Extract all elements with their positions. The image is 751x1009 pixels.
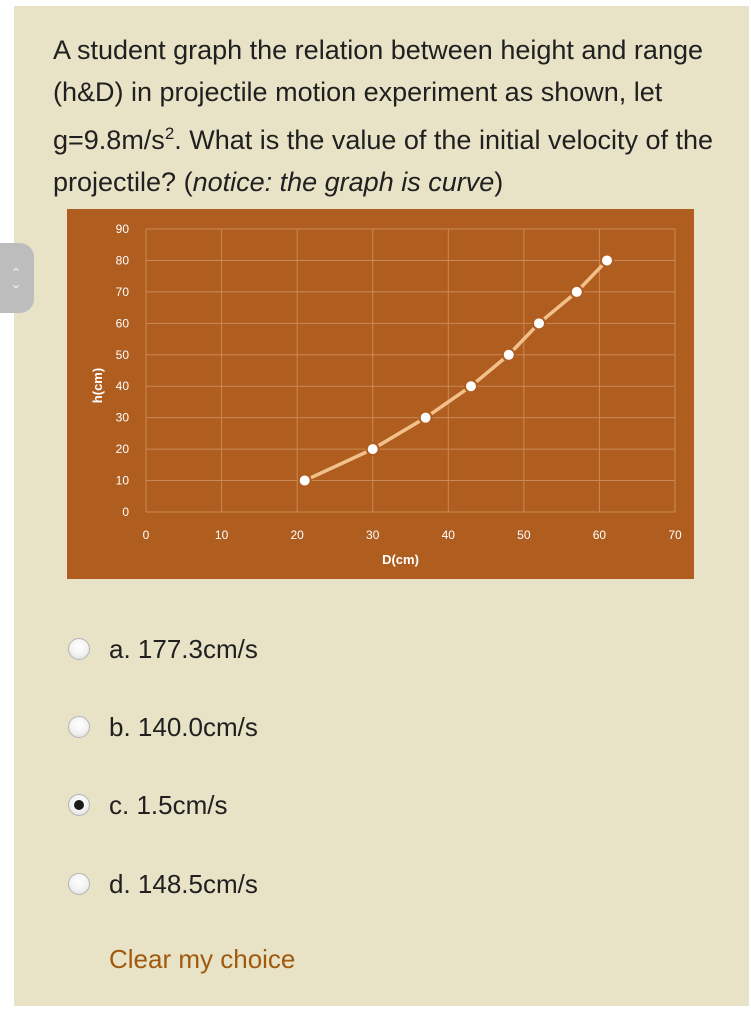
question-end: ) bbox=[494, 166, 504, 197]
x-axis-label: D(cm) bbox=[382, 552, 419, 567]
y-tick-label: 50 bbox=[115, 347, 129, 362]
question-superscript: 2 bbox=[164, 124, 175, 143]
y-tick-label: 40 bbox=[115, 379, 129, 394]
x-tick-label: 40 bbox=[441, 528, 455, 542]
radio-b[interactable] bbox=[68, 716, 90, 738]
side-scroll-tab[interactable] bbox=[0, 243, 34, 313]
option-a[interactable] bbox=[68, 632, 258, 666]
clear-choice-link[interactable]: Clear my choice bbox=[109, 944, 296, 974]
y-tick-label: 0 bbox=[122, 505, 129, 519]
radio-a[interactable] bbox=[68, 638, 90, 660]
option-b[interactable] bbox=[68, 710, 258, 744]
y-axis-label: h(cm) bbox=[90, 367, 105, 404]
y-tick-label: 30 bbox=[115, 410, 129, 425]
data-point bbox=[571, 286, 583, 298]
option-d-label[interactable]: d. 148.5cm/s bbox=[109, 868, 258, 899]
question-text bbox=[53, 30, 723, 203]
option-c[interactable] bbox=[68, 788, 227, 822]
question-after: . What is the value of the initial velocity of the projectile? ( bbox=[53, 125, 714, 197]
x-tick-label: 70 bbox=[668, 528, 682, 542]
chart-background bbox=[67, 209, 694, 579]
data-point bbox=[367, 443, 379, 455]
question-main: A student graph the relation between height and range (h&D) in projectile motion experiment as shown, let g=9.8m/s bbox=[53, 35, 703, 155]
chart-svg bbox=[67, 209, 694, 579]
chart-image bbox=[67, 209, 694, 579]
y-tick-label: 10 bbox=[115, 473, 129, 488]
x-tick-label: 10 bbox=[214, 528, 229, 542]
x-tick-label: 50 bbox=[517, 528, 531, 542]
radio-c[interactable] bbox=[68, 794, 90, 816]
data-point bbox=[420, 412, 432, 424]
y-tick-label: 90 bbox=[115, 222, 129, 236]
x-tick-label: 60 bbox=[592, 528, 607, 542]
option-c-label[interactable]: c. 1.5cm/s bbox=[109, 789, 228, 820]
y-tick-label: 80 bbox=[115, 253, 129, 268]
data-point bbox=[299, 475, 311, 487]
data-point bbox=[503, 349, 515, 361]
data-point bbox=[533, 317, 545, 329]
y-tick-label: 20 bbox=[115, 442, 129, 457]
option-d[interactable] bbox=[68, 867, 258, 901]
x-tick-label: 20 bbox=[290, 528, 304, 542]
x-tick-label: 30 bbox=[366, 528, 380, 542]
data-point bbox=[465, 380, 477, 392]
chevron-up-icon[interactable]: ‹ bbox=[9, 267, 25, 272]
question-italic: notice: the graph is curve bbox=[192, 166, 495, 197]
radio-d[interactable] bbox=[68, 873, 90, 895]
option-a-label[interactable]: a. 177.3cm/s bbox=[109, 633, 258, 664]
x-tick-label: 0 bbox=[142, 528, 150, 542]
option-b-label[interactable]: b. 140.0cm/s bbox=[109, 711, 258, 742]
data-point bbox=[601, 254, 613, 266]
y-tick-label: 70 bbox=[115, 284, 129, 299]
chevron-down-icon[interactable]: › bbox=[9, 284, 25, 289]
y-tick-label: 60 bbox=[115, 316, 129, 331]
